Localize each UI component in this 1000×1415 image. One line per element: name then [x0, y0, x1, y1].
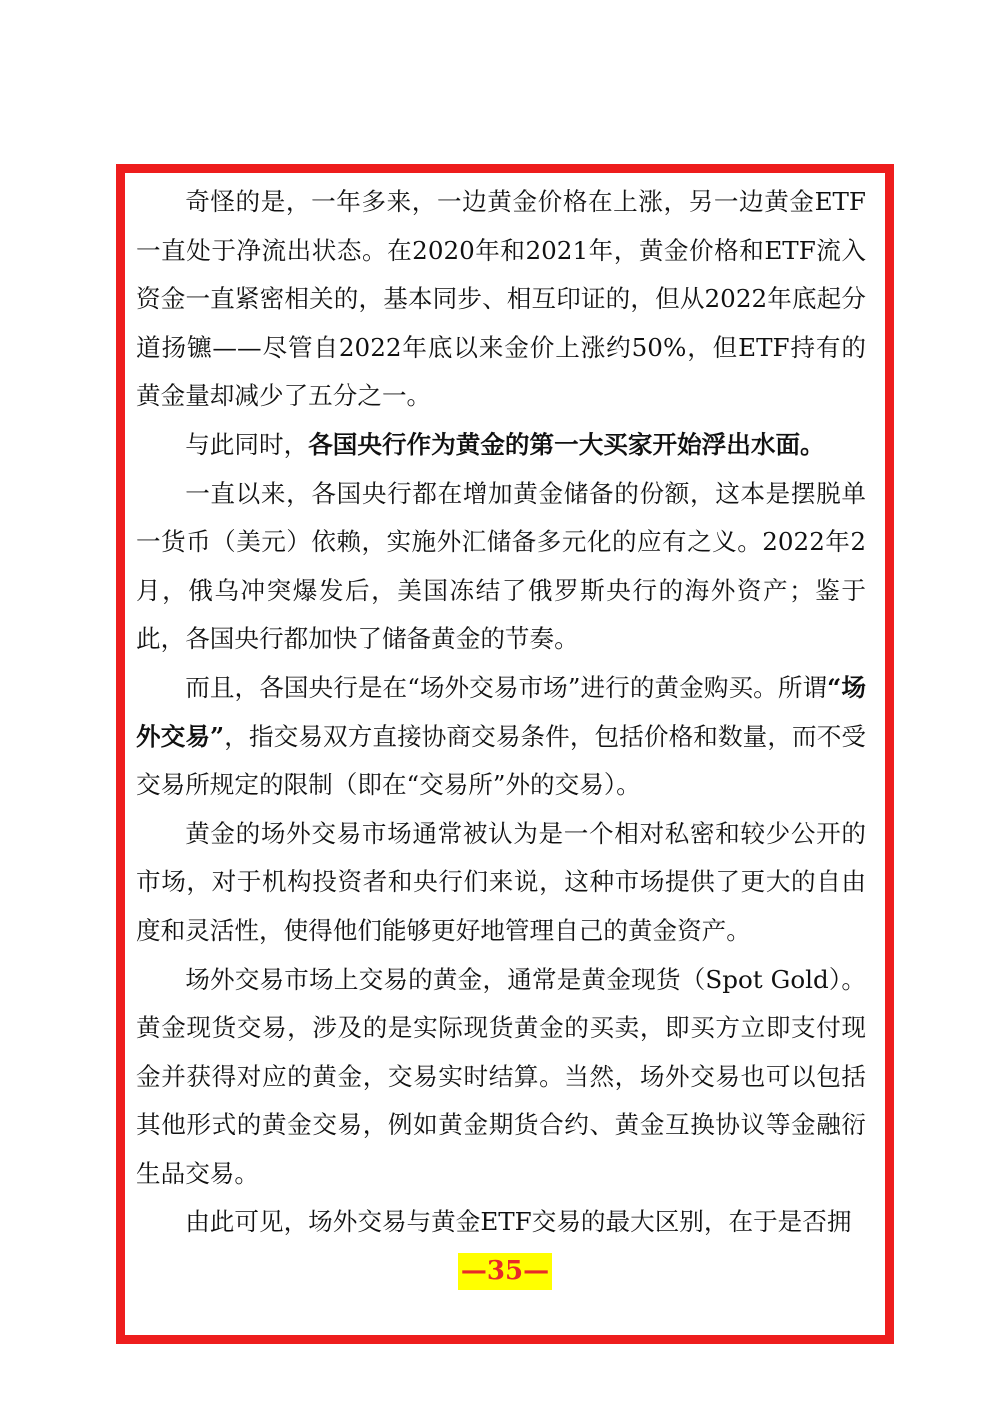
paragraph-6-text: 场外交易市场上交易的黄金，通常是黄金现货（Spot Gold）。黄金现货交易，涉及的是实际现货黄金的买卖，即买方立即支付现金并获得对应的黄金，交易实时结算。当然，场外交易也可以包括其他形式的黄金交易，例如黄金期货合约、黄金互换协议等金融衍生品交易。 — [136, 964, 866, 1188]
paragraph-3 — [136, 470, 866, 664]
paragraph-1 — [136, 178, 866, 421]
paragraph-2-text: 与此同时， — [185, 429, 309, 459]
paragraph-4-emphasis: “场外交易” — [136, 672, 866, 751]
paragraph-5-text: 黄金的场外交易市场通常被认为是一个相对私密和较少公开的市场，对于机构投资者和央行们来说，这种市场提供了更大的自由度和灵活性，使得他们能够更好地管理自己的黄金资产。 — [136, 818, 866, 945]
paragraph-3-text: 一直以来，各国央行都在增加黄金储备的份额，这本是摆脱单一货币（美元）依赖，实施外汇储备多元化的应有之义。2022年2月，俄乌冲突爆发后，美国冻结了俄罗斯央行的海外资产；鉴于此，各国央行都加快了储备黄金的节奏。 — [136, 478, 866, 654]
paragraph-5 — [136, 810, 866, 956]
paragraph-1-text: 奇怪的是，一年多来，一边黄金价格在上涨，另一边黄金ETF一直处于净流出状态。在2020年和2021年，黄金价格和ETF流入资金一直紧密相关的，基本同步、相互印证的，但从2022年底起分道扬镳——尽管自2022年底以来金价上涨约50%，但ETF持有的黄金量却减少了五分之一。 — [136, 187, 866, 411]
paragraph-4-text-a: 而且，各国央行是在“场外交易市场”进行的黄金购买。所谓 — [185, 672, 828, 702]
page-number: —35— — [458, 1253, 552, 1290]
paragraph-7-text: 由此可见，场外交易与黄金ETF交易的最大区别，在于是否拥 — [185, 1207, 852, 1237]
paragraph-7 — [136, 1198, 866, 1247]
paragraph-4-text-b: ，指交易双方直接协商交易条件，包括价格和数量，而不受交易所规定的限制（即在“交易所”外的交易）。 — [136, 721, 866, 800]
paragraph-2 — [136, 421, 866, 470]
paragraph-6 — [136, 956, 866, 1199]
article-body — [136, 178, 866, 1247]
paragraph-4 — [136, 664, 866, 810]
paragraph-2-emphasis: 各国央行作为黄金的第一大买家开始浮出水面。 — [308, 429, 825, 459]
